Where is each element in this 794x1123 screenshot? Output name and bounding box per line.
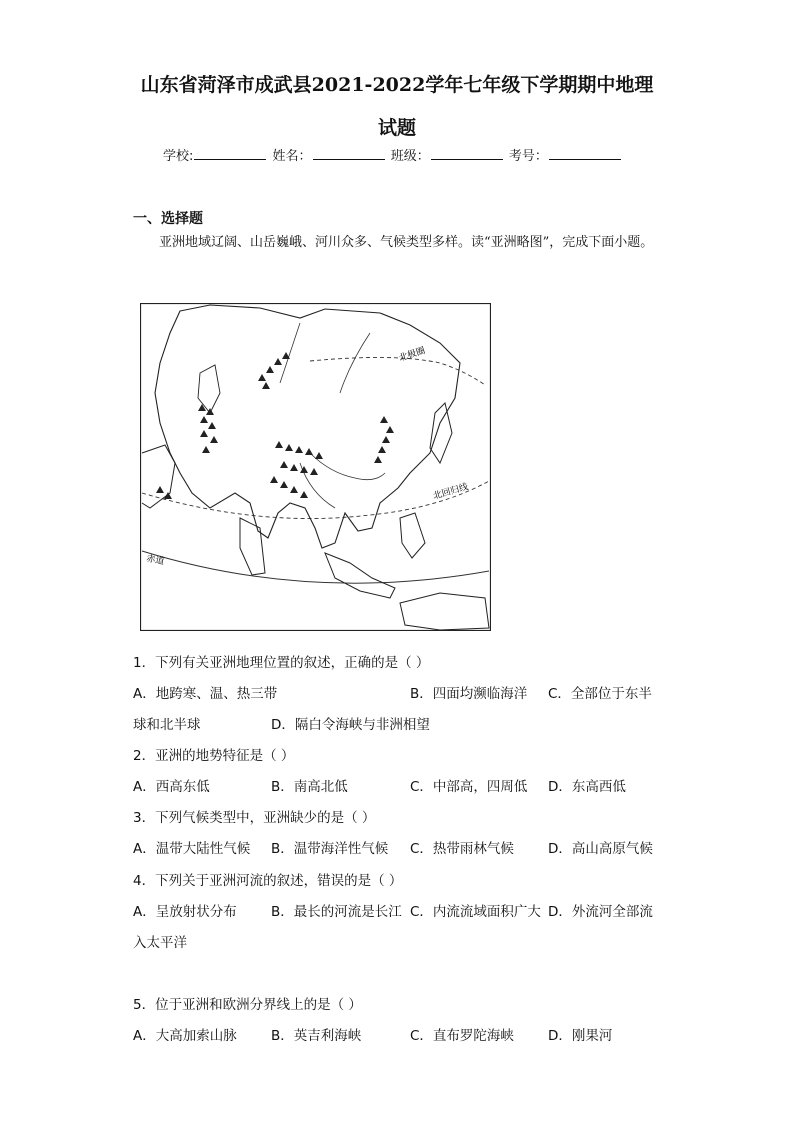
student-info-row	[163, 145, 623, 164]
school-label: 学校:	[163, 149, 194, 164]
question-2-option-c[interactable]: C．中部高，四周低	[410, 779, 528, 795]
question-4-stem: 4．下列关于亚洲河流的叙述，错误的是（ ）	[133, 873, 403, 889]
question-1-option-c[interactable]: C．全部位于东半	[548, 686, 652, 702]
question-3-option-b[interactable]: B．温带海洋性气候	[271, 841, 389, 857]
question-3-option-d[interactable]: D．高山高原气候	[548, 841, 653, 857]
document-title-line2: 试题	[377, 117, 416, 139]
question-5-option-b[interactable]: B．英吉利海峡	[271, 1028, 362, 1044]
question-1-stem: 1．下列有关亚洲地理位置的叙述，正确的是（ ）	[133, 655, 430, 671]
arctic-circle-label: 北极圈	[397, 345, 427, 364]
question-3-option-c[interactable]: C．热带雨林气候	[410, 841, 514, 857]
question-5-option-c[interactable]: C．直布罗陀海峡	[410, 1028, 514, 1044]
question-1-option-c-cont: 球和北半球	[133, 717, 201, 733]
class-blank[interactable]	[431, 146, 503, 160]
question-1-option-d[interactable]: D．隔白令海峡与非洲相望	[271, 717, 430, 733]
question-2-option-b[interactable]: B．南高北低	[271, 779, 348, 795]
equator-label: 赤道	[145, 554, 165, 568]
intro-paragraph	[133, 228, 661, 258]
question-1-option-b[interactable]: B．四面均濒临海洋	[410, 686, 528, 702]
question-5-option-a[interactable]: A．大高加索山脉	[133, 1028, 237, 1044]
tropic-label: 北回归线	[432, 482, 470, 502]
question-2-option-d[interactable]: D．东高西低	[548, 779, 626, 795]
question-5-stem: 5．位于亚洲和欧洲分界线上的是（ ）	[133, 997, 362, 1013]
question-3-option-a[interactable]: A．温带大陆性气候	[133, 841, 251, 857]
document-title-line1: 山东省菏泽市成武县2021-2022学年七年级下学期期中地理	[140, 74, 654, 96]
section-title: 一、选择题	[133, 211, 203, 227]
question-5-option-d[interactable]: D．刚果河	[548, 1028, 613, 1044]
question-1-option-a[interactable]: A．地跨寒、温、热三带	[133, 686, 278, 702]
question-2-stem: 2．亚洲的地势特征是（ ）	[133, 748, 295, 764]
question-4-option-c[interactable]: C．内流流域面积广大	[410, 904, 541, 920]
question-3-stem: 3．下列气候类型中，亚洲缺少的是（ ）	[133, 810, 376, 826]
name-label: 姓名：	[272, 149, 312, 164]
question-4-option-d[interactable]: D．外流河全部流	[548, 904, 653, 920]
question-4-option-a[interactable]: A．呈放射状分布	[133, 904, 237, 920]
exam-number-blank[interactable]	[549, 146, 621, 160]
name-blank[interactable]	[313, 146, 385, 160]
asia-map	[140, 303, 491, 631]
exam-number-label: 考号：	[508, 149, 548, 164]
question-4-option-b[interactable]: B．最长的河流是长江	[271, 904, 402, 920]
school-blank[interactable]	[194, 146, 266, 160]
question-4-option-d-cont: 入太平洋	[133, 935, 187, 951]
question-2-option-a[interactable]: A．西高东低	[133, 779, 210, 795]
intro-text: 亚洲地域辽阔、山岳巍峨、河川众多、气候类型多样。读“亚洲略图”，完成下面小题。	[159, 235, 654, 250]
class-label: 班级：	[390, 149, 430, 164]
